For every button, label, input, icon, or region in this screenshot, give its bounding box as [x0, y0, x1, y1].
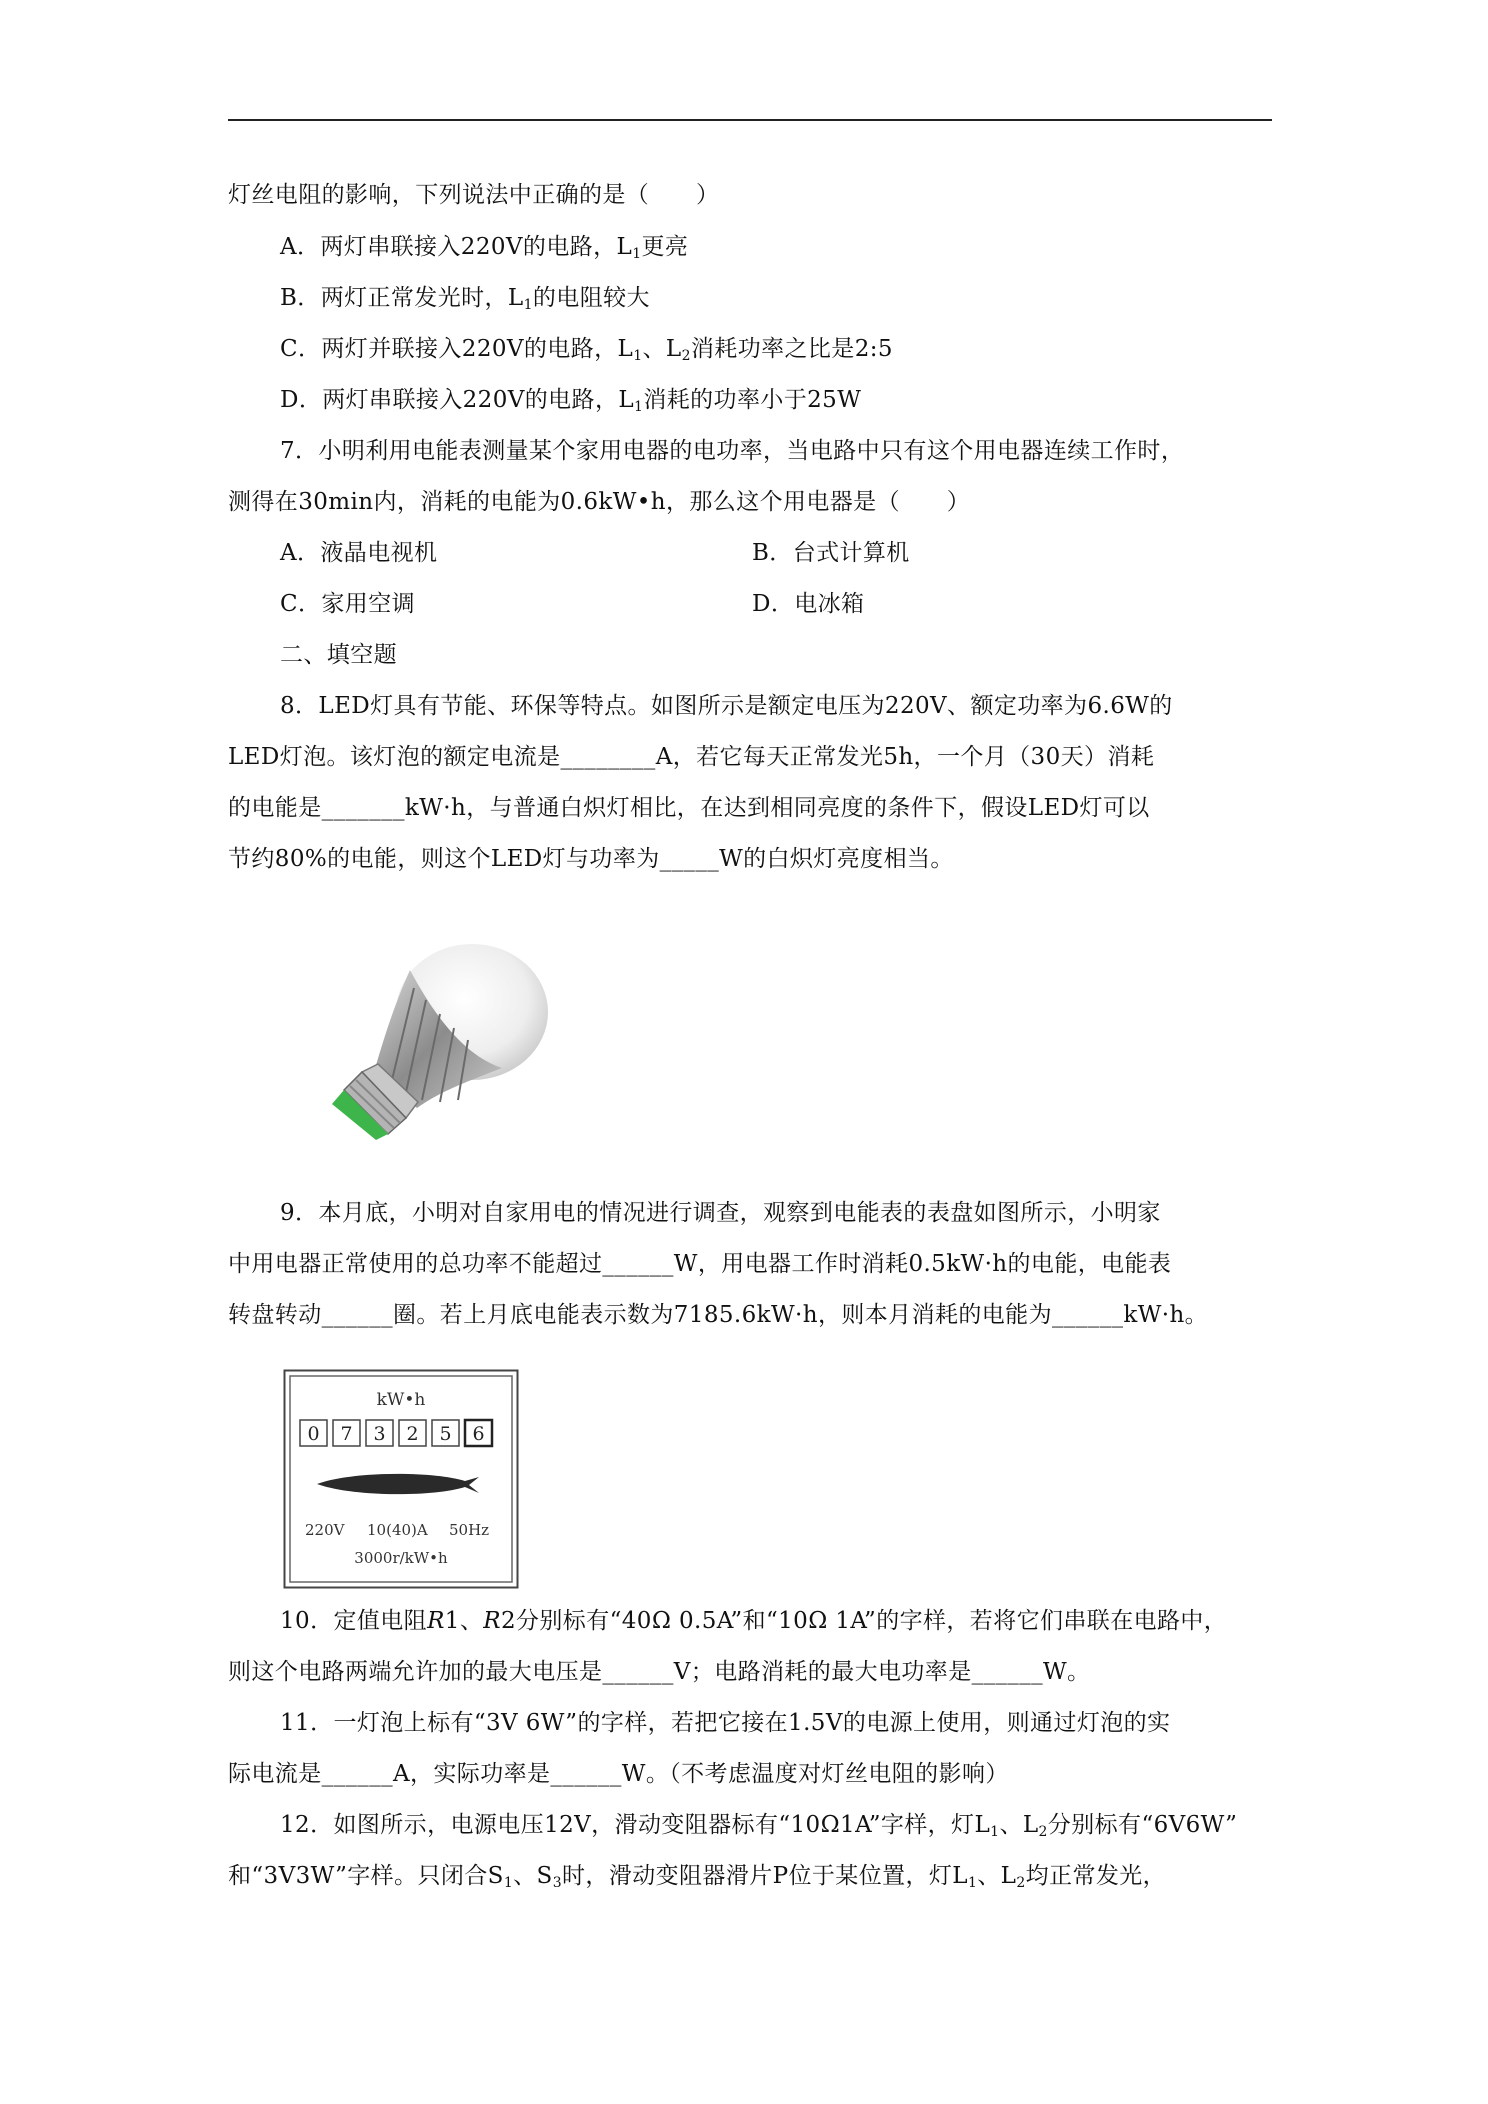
meter-digit: 7 [340, 1423, 353, 1445]
q6-stem: 灯丝电阻的影响，下列说法中正确的是（ ） [228, 182, 720, 208]
q8-line-3: 的电能是_______kW·h，与普通白炽灯相比，在达到相同亮度的条件下，假设LED灯可以 [228, 795, 1150, 821]
q7-option-d: D．电冰箱 [752, 591, 865, 617]
meter-unit-label: kW•h [376, 1390, 426, 1410]
q10-line-1: 10．定值电阻R1、R2分别标有“40Ω 0.5A”和“10Ω 1A”的字样，若将它们串联在电路中， [280, 1608, 1228, 1634]
q9-line-2: 中用电器正常使用的总功率不能超过______W，用电器工作时消耗0.5kW·h的电能，电能表 [228, 1251, 1172, 1277]
q12-line-1: 12．如图所示，电源电压12V，滑动变阻器标有“10Ω1A”字样，灯$L_1$、$L_2$分别标有“6V6W” [280, 1812, 1238, 1840]
header-rule [228, 119, 1272, 121]
q7-option-b: B．台式计算机 [752, 540, 910, 566]
meter-digit: 2 [406, 1423, 419, 1445]
q6-option-a: A．两灯串联接入220V的电路，$L_1$更亮 [280, 234, 689, 262]
q7-line-1: 7．小明利用电能表测量某个家用电器的电功率，当电路中只有这个用电器连续工作时， [280, 438, 1185, 464]
meter-frequency: 50Hz [449, 1521, 490, 1539]
q11-line-1: 11．一灯泡上标有“3V 6W”的字样，若把它接在1.5V的电源上使用，则通过灯泡的实 [280, 1710, 1171, 1736]
q7-option-a: A．液晶电视机 [280, 540, 438, 566]
q6-option-d: D．两灯串联接入220V的电路，$L_1$消耗的功率小于25W [280, 387, 862, 415]
q10-line-2: 则这个电路两端允许加的最大电压是______V；电路消耗的最大电功率是______W。 [228, 1659, 1091, 1685]
q7-line-2: 测得在30min内，消耗的电能为0.6kW•h，那么这个用电器是（ ） [228, 489, 971, 515]
meter-revolutions: 3000r/kW•h [354, 1549, 448, 1567]
q11-line-2: 际电流是______A，实际功率是______W。（不考虑温度对灯丝电阻的影响） [228, 1761, 1009, 1787]
q8-line-4: 节约80%的电能，则这个LED灯与功率为_____W的白炽灯亮度相当。 [228, 846, 954, 872]
q9-line-3: 转盘转动______圈。若上月底电能表示数为7185.6kW·h，则本月消耗的电能为______kW·h。 [228, 1302, 1209, 1328]
q6-option-b: B．两灯正常发光时，$L_1$的电阻较大 [280, 285, 650, 313]
electric-meter-dial [283, 1369, 519, 1589]
meter-digit: 3 [373, 1423, 386, 1445]
q8-line-2: LED灯泡。该灯泡的额定电流是________A，若它每天正常发光5h，一个月（30天）消耗 [228, 744, 1155, 770]
section-heading-fill-blank: 二、填空题 [280, 642, 397, 668]
meter-digit: 5 [439, 1423, 452, 1445]
q9-line-1: 9．本月底，小明对自家用电的情况进行调查，观察到电能表的表盘如图所示，小明家 [280, 1200, 1161, 1226]
q6-option-c: C．两灯并联接入220V的电路，$L_1$、$L_2$消耗功率之比是2:5 [280, 336, 893, 364]
meter-voltage: 220V [305, 1521, 345, 1539]
q12-line-2: 和“3V3W”字样。只闭合$S_1$、$S_3$时，滑动变阻器滑片P位于某位置，灯$L_1$、$L_2$均正常发光， [228, 1863, 1167, 1891]
q8-line-1: 8．LED灯具有节能、环保等特点。如图所示是额定电压为220V、额定功率为6.6W的 [280, 693, 1173, 719]
led-bulb-image [322, 940, 552, 1140]
meter-digit: 0 [307, 1423, 320, 1445]
meter-current: 10(40)A [367, 1521, 428, 1539]
meter-digit: 6 [472, 1423, 485, 1445]
q7-option-c: C．家用空调 [280, 591, 415, 617]
